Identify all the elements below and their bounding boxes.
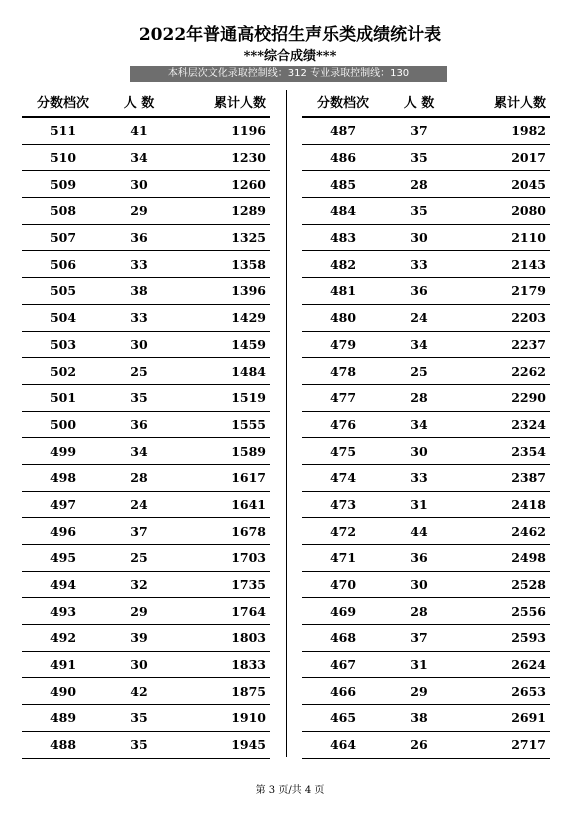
table-row xyxy=(302,305,550,332)
count-cell: 36 xyxy=(130,416,148,432)
header-cumulative: 累计人数 xyxy=(493,95,546,111)
cumulative-cell: 2556 xyxy=(511,603,546,619)
score-cell: 496 xyxy=(49,523,77,539)
table-row xyxy=(22,332,270,359)
table-row xyxy=(302,705,550,732)
cumulative-cell: 2179 xyxy=(511,283,546,299)
left-table xyxy=(22,86,270,759)
table-row xyxy=(302,545,550,572)
score-cell: 482 xyxy=(329,256,357,272)
cumulative-cell: 1396 xyxy=(231,283,266,299)
score-cell: 478 xyxy=(329,363,357,379)
table-row xyxy=(302,278,550,305)
table-row xyxy=(302,145,550,172)
cumulative-cell: 2237 xyxy=(511,336,546,352)
cumulative-cell: 1230 xyxy=(231,150,266,166)
table-row xyxy=(302,625,550,652)
count-cell: 36 xyxy=(410,550,428,566)
cumulative-cell: 2017 xyxy=(511,150,546,166)
score-cell: 509 xyxy=(49,176,77,192)
score-cell: 493 xyxy=(49,603,77,619)
score-cell: 492 xyxy=(49,630,77,646)
table-row xyxy=(22,358,270,385)
score-cell: 473 xyxy=(329,496,357,512)
cumulative-cell: 2528 xyxy=(511,577,546,593)
score-cell: 507 xyxy=(49,230,77,246)
score-cell: 487 xyxy=(329,123,357,139)
table-header xyxy=(302,86,550,118)
count-cell: 28 xyxy=(410,176,428,192)
count-cell: 33 xyxy=(410,256,428,272)
cumulative-cell: 2080 xyxy=(511,203,546,219)
score-cell: 497 xyxy=(49,496,77,512)
cumulative-cell: 2387 xyxy=(511,470,546,486)
table-row xyxy=(22,518,270,545)
table-row xyxy=(302,225,550,252)
table-row xyxy=(22,385,270,412)
cumulative-cell: 1459 xyxy=(231,336,266,352)
table-row xyxy=(302,572,550,599)
table-row xyxy=(302,412,550,439)
table-row xyxy=(302,251,550,278)
header-score: 分数档次 xyxy=(36,95,89,111)
score-cell: 477 xyxy=(329,390,357,406)
table-row xyxy=(22,678,270,705)
table-header xyxy=(22,86,270,118)
count-cell: 42 xyxy=(130,683,148,699)
score-cell: 488 xyxy=(49,737,77,753)
count-cell: 34 xyxy=(130,443,148,459)
cumulative-cell: 1260 xyxy=(231,176,266,192)
cumulative-cell: 1429 xyxy=(231,310,266,326)
cumulative-cell: 1555 xyxy=(231,416,266,432)
count-cell: 38 xyxy=(410,710,428,726)
count-cell: 28 xyxy=(410,390,428,406)
table-row xyxy=(302,465,550,492)
count-cell: 28 xyxy=(410,603,428,619)
table-row xyxy=(22,198,270,225)
count-cell: 33 xyxy=(410,470,428,486)
cumulative-cell: 2354 xyxy=(511,443,546,459)
cumulative-cell: 1803 xyxy=(231,630,266,646)
count-cell: 31 xyxy=(410,496,428,512)
score-cell: 467 xyxy=(329,657,357,673)
count-cell: 24 xyxy=(410,310,428,326)
count-cell: 30 xyxy=(130,657,148,673)
score-cell: 495 xyxy=(49,550,77,566)
cumulative-cell: 1678 xyxy=(231,523,266,539)
score-cell: 489 xyxy=(49,710,77,726)
page-subtitle: ***综合成绩*** xyxy=(243,49,337,64)
cumulative-cell: 1325 xyxy=(231,230,266,246)
table-row xyxy=(22,145,270,172)
table-row xyxy=(22,225,270,252)
cumulative-cell: 2418 xyxy=(511,496,546,512)
count-cell: 34 xyxy=(410,336,428,352)
score-cell: 466 xyxy=(329,683,357,699)
table-row xyxy=(302,492,550,519)
cumulative-cell: 2143 xyxy=(511,256,546,272)
table-row xyxy=(22,251,270,278)
table-row xyxy=(22,652,270,679)
score-cell: 505 xyxy=(49,283,77,299)
count-cell: 37 xyxy=(410,123,428,139)
score-cell: 503 xyxy=(49,336,77,352)
score-cell: 479 xyxy=(329,336,357,352)
count-cell: 32 xyxy=(130,577,148,593)
score-cell: 465 xyxy=(329,710,357,726)
cumulative-cell: 2262 xyxy=(511,363,546,379)
cumulative-cell: 2203 xyxy=(511,310,546,326)
count-cell: 25 xyxy=(130,550,148,566)
count-cell: 30 xyxy=(410,230,428,246)
table-row xyxy=(302,438,550,465)
cumulative-cell: 2110 xyxy=(511,230,546,246)
cumulative-cell: 2045 xyxy=(511,176,546,192)
control-line-banner: 本科层次文化录取控制线：312 专业录取控制线：130 xyxy=(130,66,447,82)
count-cell: 30 xyxy=(410,443,428,459)
cumulative-cell: 2593 xyxy=(511,630,546,646)
score-cell: 470 xyxy=(329,577,357,593)
table-row xyxy=(22,171,270,198)
score-cell: 464 xyxy=(329,737,357,753)
table-row xyxy=(302,171,550,198)
count-cell: 30 xyxy=(410,577,428,593)
score-cell: 501 xyxy=(49,390,77,406)
table-row xyxy=(302,118,550,145)
cumulative-cell: 1589 xyxy=(231,443,266,459)
score-cell: 494 xyxy=(49,577,77,593)
count-cell: 26 xyxy=(410,737,428,753)
score-cell: 486 xyxy=(329,150,357,166)
table-row xyxy=(302,385,550,412)
score-cell: 510 xyxy=(49,150,77,166)
score-cell: 480 xyxy=(329,310,357,326)
count-cell: 33 xyxy=(130,310,148,326)
table-row xyxy=(302,518,550,545)
left-table-body xyxy=(22,118,270,759)
count-cell: 29 xyxy=(410,683,428,699)
count-cell: 37 xyxy=(130,523,148,539)
cumulative-cell: 1641 xyxy=(231,496,266,512)
count-cell: 35 xyxy=(130,737,148,753)
count-cell: 35 xyxy=(130,710,148,726)
count-cell: 33 xyxy=(130,256,148,272)
score-cell: 471 xyxy=(329,550,357,566)
table-row xyxy=(302,732,550,759)
cumulative-cell: 1484 xyxy=(231,363,266,379)
count-cell: 35 xyxy=(130,390,148,406)
column-divider xyxy=(286,90,287,757)
table-row xyxy=(302,332,550,359)
score-cell: 499 xyxy=(49,443,77,459)
count-cell: 25 xyxy=(410,363,428,379)
cumulative-cell: 2717 xyxy=(511,737,546,753)
table-row xyxy=(302,652,550,679)
score-cell: 504 xyxy=(49,310,77,326)
table-row xyxy=(22,438,270,465)
cumulative-cell: 1703 xyxy=(231,550,266,566)
cumulative-cell: 1982 xyxy=(511,123,546,139)
cumulative-cell: 2462 xyxy=(511,523,546,539)
score-cell: 491 xyxy=(49,657,77,673)
table-row xyxy=(302,358,550,385)
count-cell: 29 xyxy=(130,203,148,219)
score-cell: 502 xyxy=(49,363,77,379)
table-row xyxy=(302,198,550,225)
table-row xyxy=(22,412,270,439)
score-cell: 500 xyxy=(49,416,77,432)
count-cell: 38 xyxy=(130,283,148,299)
table-row xyxy=(22,572,270,599)
header-score: 分数档次 xyxy=(316,95,369,111)
table-row xyxy=(22,732,270,759)
cumulative-cell: 2624 xyxy=(511,657,546,673)
score-cell: 472 xyxy=(329,523,357,539)
count-cell: 44 xyxy=(410,523,428,539)
score-cell: 475 xyxy=(329,443,357,459)
count-cell: 28 xyxy=(130,470,148,486)
cumulative-cell: 1764 xyxy=(231,603,266,619)
score-cell: 485 xyxy=(329,176,357,192)
header-count: 人 数 xyxy=(123,95,155,111)
score-cell: 474 xyxy=(329,470,357,486)
score-cell: 511 xyxy=(49,123,77,139)
score-cell: 483 xyxy=(329,230,357,246)
count-cell: 30 xyxy=(130,176,148,192)
table-row xyxy=(302,678,550,705)
table-row xyxy=(22,705,270,732)
cumulative-cell: 1617 xyxy=(231,470,266,486)
score-cell: 481 xyxy=(329,283,357,299)
cumulative-cell: 1875 xyxy=(231,683,266,699)
cumulative-cell: 1945 xyxy=(231,737,266,753)
count-cell: 30 xyxy=(130,336,148,352)
cumulative-cell: 1833 xyxy=(231,657,266,673)
page-footer: 第 3 页/共 4 页 xyxy=(255,785,325,796)
cumulative-cell: 1735 xyxy=(231,577,266,593)
table-row xyxy=(22,545,270,572)
right-table xyxy=(302,86,550,759)
count-cell: 34 xyxy=(130,150,148,166)
count-cell: 36 xyxy=(130,230,148,246)
cumulative-cell: 2290 xyxy=(511,390,546,406)
count-cell: 37 xyxy=(410,630,428,646)
count-cell: 29 xyxy=(130,603,148,619)
table-row xyxy=(22,625,270,652)
cumulative-cell: 1910 xyxy=(231,710,266,726)
cumulative-cell: 2324 xyxy=(511,416,546,432)
score-cell: 490 xyxy=(49,683,77,699)
count-cell: 41 xyxy=(130,123,148,139)
count-cell: 25 xyxy=(130,363,148,379)
cumulative-cell: 2691 xyxy=(511,710,546,726)
count-cell: 24 xyxy=(130,496,148,512)
table-row xyxy=(22,118,270,145)
table-row xyxy=(22,492,270,519)
page-title: 2022年普通高校招生声乐类成绩统计表 xyxy=(138,25,442,45)
score-cell: 508 xyxy=(49,203,77,219)
cumulative-cell: 1358 xyxy=(231,256,266,272)
cumulative-cell: 1196 xyxy=(231,123,266,139)
header-cumulative: 累计人数 xyxy=(213,95,266,111)
table-row xyxy=(22,598,270,625)
count-cell: 35 xyxy=(410,203,428,219)
table-row xyxy=(302,598,550,625)
score-cell: 476 xyxy=(329,416,357,432)
table-row xyxy=(22,278,270,305)
cumulative-cell: 2498 xyxy=(511,550,546,566)
score-cell: 498 xyxy=(49,470,77,486)
count-cell: 36 xyxy=(410,283,428,299)
cumulative-cell: 2653 xyxy=(511,683,546,699)
table-row xyxy=(22,305,270,332)
header-count: 人 数 xyxy=(403,95,435,111)
score-cell: 484 xyxy=(329,203,357,219)
table-row xyxy=(22,465,270,492)
score-cell: 506 xyxy=(49,256,77,272)
cumulative-cell: 1289 xyxy=(231,203,266,219)
count-cell: 34 xyxy=(410,416,428,432)
score-cell: 468 xyxy=(329,630,357,646)
score-cell: 469 xyxy=(329,603,357,619)
count-cell: 39 xyxy=(130,630,148,646)
cumulative-cell: 1519 xyxy=(231,390,266,406)
count-cell: 35 xyxy=(410,150,428,166)
right-table-body xyxy=(302,118,550,759)
count-cell: 31 xyxy=(410,657,428,673)
